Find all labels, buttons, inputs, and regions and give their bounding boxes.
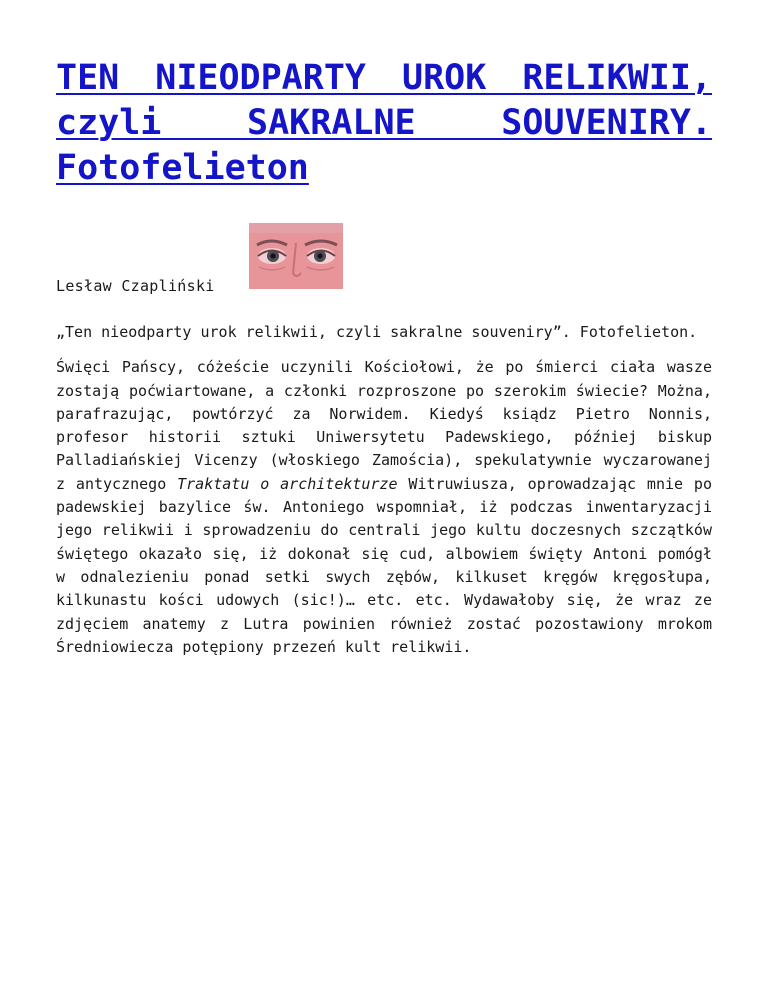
- article-body: [56, 356, 712, 659]
- book-title-italic: Traktatu o architekturze: [177, 474, 398, 493]
- body-text-part-2: Witruwiusza, oprowadzając mnie po padewskiej bazylice św. Antoniego wspomniał, iż podczas inwentaryzacji jego relikwii i sprowadzeniu do centrali jego kultu doczesnych szczątków świętego okazało się, iż dokonał się cud, albowiem święty Antoni pomógł w odnalezieniu ponad setki swych zębów, kilkuset kręgów kręgosłupa, kilkunastu kości udowych (sic!)… etc. etc. Wydawałoby się, że wraz ze zdjęciem anatemy z Lutra powinien również zostać pozostawiony mrokom Średniowiecza potępiony przezeń kult relikwii.: [56, 474, 712, 656]
- body-text-part-1: Święci Pańscy, cóżeście uczynili Kościołowi, że po śmierci ciała wasze zostają poćwiartowane, a członki rozproszone po szerokim świecie? Można, parafrazując, powtórzyć za Norwidem. Kiedyś ksiądz Pietro Nonnis, profesor historii sztuki Uniwersytetu Padewskiego, później biskup Palladiańskiej Vicenzy (włoskiego Zamościa), spekulatywnie wyczarowanej z antycznego: [56, 358, 712, 493]
- author-portrait-icon: [249, 223, 343, 289]
- article-lead: „Ten nieodparty urok relikwii, czyli sakralne souveniry”. Fotofelieton.: [56, 323, 698, 341]
- author-portrait-image: [249, 223, 343, 289]
- byline: [56, 223, 712, 303]
- author-name: Lesław Czapliński: [56, 277, 215, 295]
- article-title-link[interactable]: TEN NIEODPARTY UROK RELIKWII, czyli SAKRALNE SOUVENIRY. Fotofelieton: [56, 58, 712, 188]
